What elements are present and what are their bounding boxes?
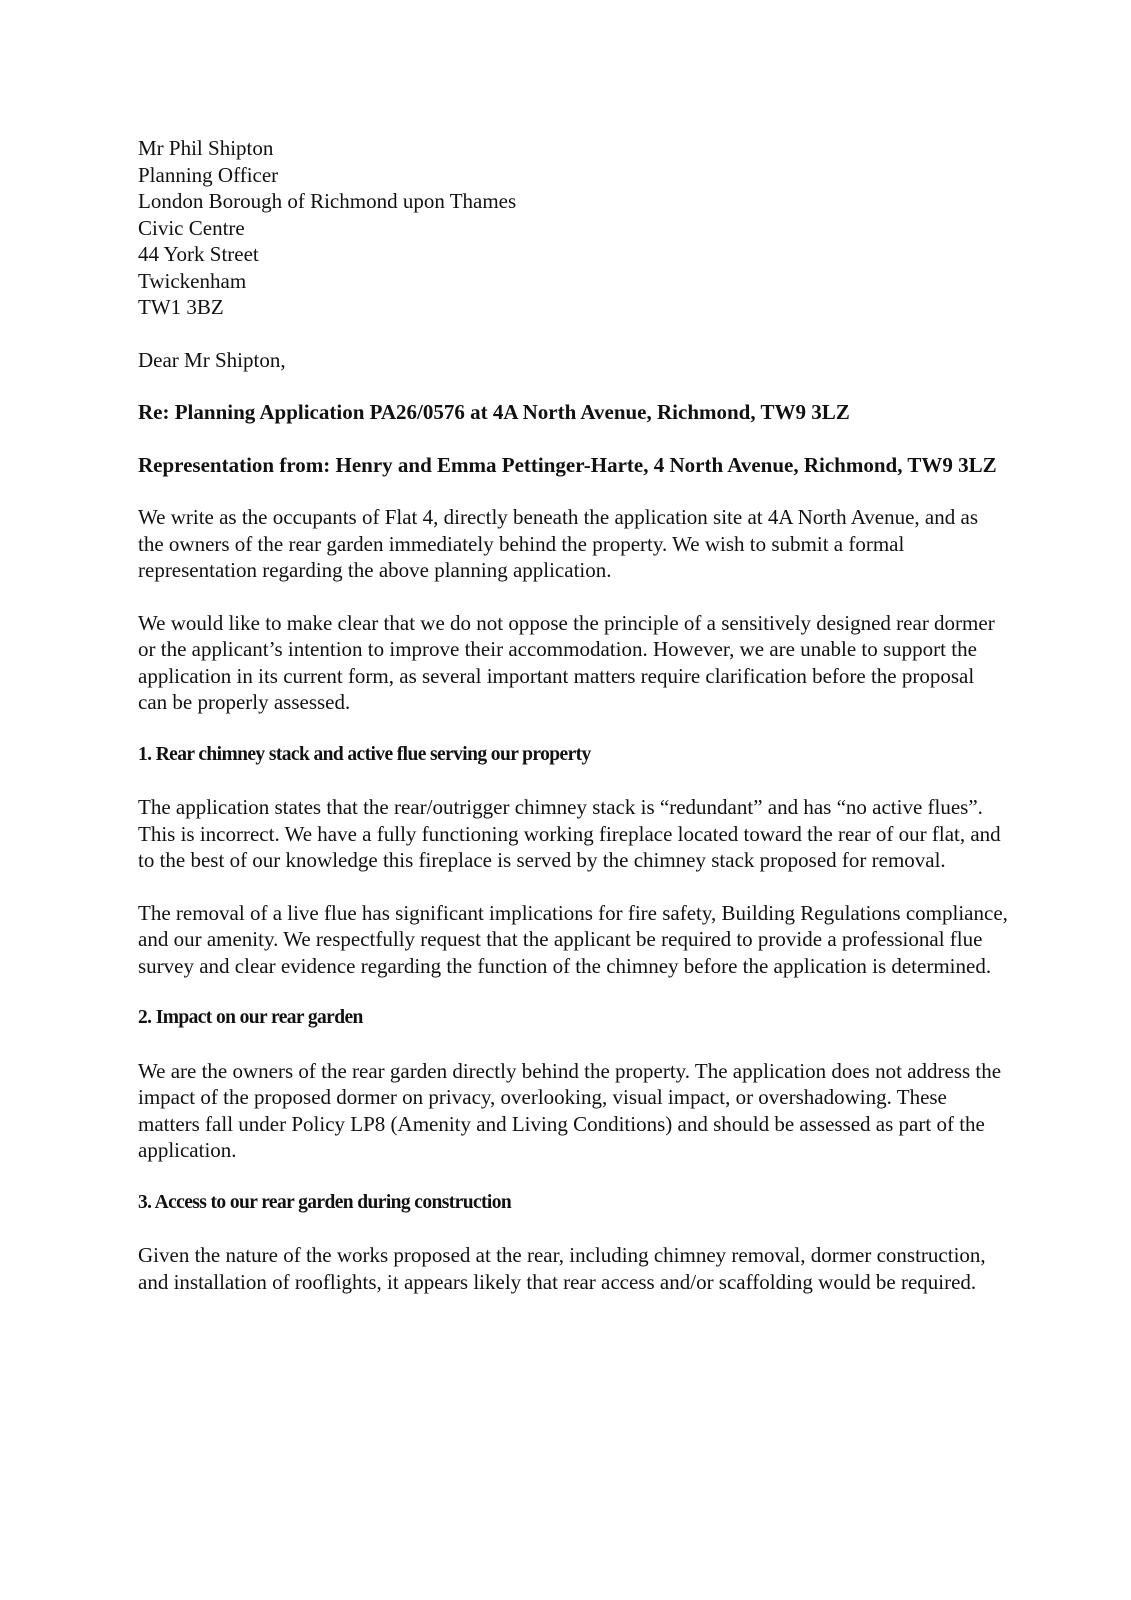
section-heading-chimney: 1. Rear chimney stack and active flue serving our property xyxy=(138,743,591,765)
recipient-postcode: TW1 3BZ xyxy=(138,295,224,319)
intro-paragraph-1: We write as the occupants of Flat 4, directly beneath the application site at 4A North Avenue, and as the owners of the rear garden immediately behind the property. We wish to submit a formal representation regarding the above planning application. xyxy=(138,505,978,582)
letter-page xyxy=(138,135,1008,1295)
section-heading-access: 3. Access to our rear garden during construction xyxy=(138,1191,512,1213)
subject-line: Re: Planning Application PA26/0576 at 4A North Avenue, Richmond, TW9 3LZ xyxy=(138,400,850,424)
recipient-street: 44 York Street xyxy=(138,242,259,266)
intro-paragraph-2: We would like to make clear that we do not oppose the principle of a sensitively designed rear dormer or the applicant’s intention to improve their accommodation. However, we are unable to support the application in its current form, as several important matters require clarification before the proposal can be properly assessed. xyxy=(138,610,995,714)
recipient-town: Twickenham xyxy=(138,268,247,293)
section-chimney-paragraph-1: The application states that the rear/outrigger chimney stack is “redundant” and has “no active flues”. This is incorrect. We have a fully functioning working fireplace located toward the rear of our flat, and to the best of our knowledge this fireplace is served by the chimney stack proposed for removal. xyxy=(138,795,1001,872)
recipient-address xyxy=(138,135,1008,321)
representation-line: Representation from: Henry and Emma Pettinger-Harte, 4 North Avenue, Richmond, TW9 3LZ xyxy=(138,452,997,477)
recipient-name: Mr Phil Shipton xyxy=(138,136,274,160)
section-chimney-paragraph-2: The removal of a live flue has significant implications for fire safety, Building Regulations compliance, and our amenity. We respectfully request that the applicant be required to provide a professional flue survey and clear evidence regarding the function of the chimney before the application is determined. xyxy=(138,900,1008,978)
recipient-organisation: London Borough of Richmond upon Thames xyxy=(138,189,517,213)
recipient-building: Civic Centre xyxy=(138,215,245,240)
section-access-paragraph-1: Given the nature of the works proposed at the rear, including chimney removal, dormer construction, and installation of rooflights, it appears likely that rear access and/or scaffolding would be required. xyxy=(138,1243,986,1294)
section-garden-paragraph-1: We are the owners of the rear garden directly behind the property. The application does not address the impact of the proposed dormer on privacy, overlooking, visual impact, or overshadowing. These matters fall under Policy LP8 (Amenity and Living Conditions) and should be assessed as part of the application. xyxy=(138,1058,1002,1162)
recipient-title: Planning Officer xyxy=(138,162,279,187)
section-heading-garden: 2. Impact on our rear garden xyxy=(138,1007,363,1028)
salutation: Dear Mr Shipton, xyxy=(138,347,286,372)
